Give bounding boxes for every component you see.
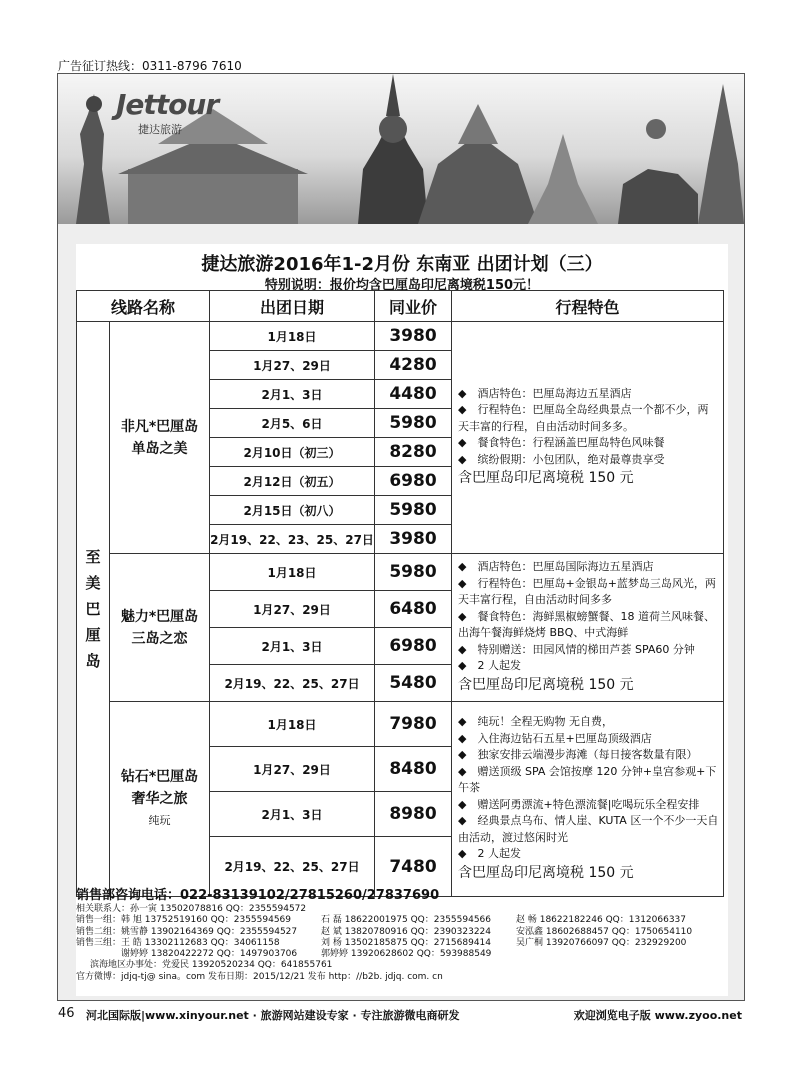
region-label: 至 美 巴 厘 岛 [85,548,101,670]
footer-site: 欢迎浏览电子版 www.zyoo.net [573,1009,742,1022]
feature-item: ◆ 2 人起发 [458,847,521,861]
tour-price: 8480 [375,747,452,792]
tour-date: 2月15日（初八） [210,496,375,525]
tour-date: 1月27、29日 [210,747,375,792]
feature-item: ◆ 赠送阿勇漂流+特色漂流餐|吃喝玩乐全程安排 [458,797,700,811]
tour-price: 4480 [375,380,452,409]
footer-publisher: 河北国际版|www.xinyour.net · 旅游网站建设专家 · 专注旅游微电商研发 [86,1009,460,1022]
tour-date: 2月19、22、25、27日 [210,665,375,702]
header-route: 线路名称 [77,291,210,322]
contact-row [76,927,728,938]
contact-entry: 郭婷婷 13920628602 QQ：593988549 [321,949,492,960]
schedule-panel [76,244,728,996]
ad-hotline: 广告征订热线：0311-8796 7610 [58,59,242,73]
sales-contact-block [76,888,728,983]
tour-price: 5480 [375,665,452,702]
tour-date: 2月1、3日 [210,792,375,837]
header-price: 同业价 [375,291,452,322]
tour-price: 4280 [375,351,452,380]
tour-price: 7480 [375,837,452,897]
tax-note: 含巴厘岛印尼离境税 150 元 [458,470,634,487]
route-name-line: 三岛之恋 [131,630,188,647]
route-note: 纯玩 [148,814,171,827]
contact-manager: 相关联系人：孙一寅 13502078816 QQ：2355594572 [76,904,307,914]
flyer [57,73,745,1001]
tax-note: 含巴厘岛印尼离境税 150 元 [458,676,634,693]
contact-entry: 销售二组：姚雪静 13902164369 QQ：2355594527 [76,926,298,937]
tour-date: 1月18日 [210,322,375,351]
tour-price: 3980 [375,525,452,554]
jettour-logo [116,88,246,144]
official-weibo: 官方微博：jdjq-tj@ sina。com 发布日期：2015/12/21 发布 http：//b2b. jdjq. com. cn [76,971,443,982]
contact-entry: 赵 畅 18622182246 QQ：1312066337 [516,915,686,926]
table-row [77,702,724,747]
header-date: 出团日期 [210,291,375,322]
contact-entry: 安泓鑫 18602688457 QQ：1750654110 [516,926,693,937]
tour-price: 6980 [375,628,452,665]
feature-item: ◆ 餐食特色：行程涵盖巴厘岛特色风味餐 [458,436,665,450]
tour-price: 5980 [375,496,452,525]
table-row [77,554,724,591]
tour-date: 1月18日 [210,554,375,591]
route-name-line: 非凡*巴厘岛 [120,418,199,435]
route-1-name [110,322,210,554]
feature-item: ◆ 2 人起发 [458,659,521,673]
tour-date: 1月18日 [210,702,375,747]
feature-item: ◆ 行程特色：巴厘岛全岛经典景点一个都不少，两天丰富的行程，自由活动时间多多。 [458,403,709,433]
route-name-line: 魅力*巴厘岛 [120,608,199,625]
temple-banner [58,74,744,224]
tour-price: 5980 [375,554,452,591]
tour-schedule-table [76,290,724,897]
tour-date: 2月5、6日 [210,409,375,438]
tour-price: 7980 [375,702,452,747]
feature-item: ◆ 餐食特色：海鲜黑椒螃蟹餐、18 道荷兰风味餐、出海午餐海鲜烧烤 BBQ、中式海鲜 [458,609,715,640]
route-name-line: 奢华之旅 [131,791,188,807]
contact-entry: 销售三组：王 皓 13302112683 QQ：34061158 [76,937,280,948]
tour-date: 2月19、22、23、25、27日 [210,525,375,554]
sales-hotline: 销售部咨询电话：022-83139102/27815260/27837690 [76,888,440,903]
feature-item: ◆ 行程特色：巴厘岛+金银岛+蓝梦岛三岛风光，两天丰富行程，自由活动时间多多 [458,576,716,607]
page-number: 46 [58,1006,75,1021]
tour-date: 1月27、29日 [210,591,375,628]
tax-note: 含巴厘岛印尼离境税 150 元 [458,864,634,881]
contact-entry: 赵 斌 13820780916 QQ：2390323224 [321,926,491,937]
tour-price: 8980 [375,792,452,837]
tour-date: 1月27、29日 [210,351,375,380]
feature-item: ◆ 独家安排云端漫步海滩（每日接客数量有限） [458,748,698,762]
route-name-line: 单岛之美 [131,440,188,457]
feature-item: ◆ 经典景点乌布、情人崖、KUTA 区一个不少一天自由活动，渡过悠闲时光 [458,814,719,844]
route-2-name [110,554,210,702]
feature-item: ◆ 特别赠送：田园风情的梯田芦荟 SPA60 分钟 [458,642,695,656]
contact-entry: 刘 杨 13502185875 QQ：2715689414 [321,937,491,948]
feature-item: ◆ 入住海边钻石五星+巴厘岛顶级酒店 [458,731,652,745]
route-3-features [452,702,724,897]
feature-item: ◆ 缤纷假期：小包团队，绝对最尊贵享受 [458,452,665,466]
route-name-line: 钻石*巴厘岛 [120,769,199,785]
tour-date: 2月19、22、25、27日 [210,837,375,897]
tour-date: 2月1、3日 [210,380,375,409]
tour-date: 2月12日（初五） [210,467,375,496]
tour-date: 2月1、3日 [210,628,375,665]
tour-price: 6480 [375,591,452,628]
region-cell [77,322,110,897]
route-1-features [452,322,724,554]
feature-item: ◆ 赠送顶级 SPA 会馆按摩 120 分钟+皇宫参观+下午茶 [458,764,717,795]
header-features: 行程特色 [452,291,724,322]
table-row [77,322,724,351]
contact-entry: 吴广桐 13920766097 QQ：232929200 [516,937,687,948]
contact-entry: 谢婷婷 13820422272 QQ：1497903706 [76,949,298,960]
page-title: 捷达旅游2016年1-2月份 东南亚 出团计划（三） [201,254,603,275]
contact-row [76,938,728,949]
tour-price: 5980 [375,409,452,438]
binhai-office: 滨海地区办事处：党爱民 13920520234 QQ：641855761 [90,960,333,971]
tour-price: 3980 [375,322,452,351]
logo-wordmark: Jettour [116,88,219,121]
feature-item: ◆ 酒店特色：巴厘岛国际海边五星酒店 [458,560,654,574]
table-header-row [77,291,724,322]
feature-item: ◆ 纯玩！全程无购物 无自费， [458,715,613,729]
contact-entry: 石 磊 18622001975 QQ：2355594566 [321,915,491,926]
logo-subtitle: 捷达旅游 [138,123,182,136]
route-2-features [452,554,724,702]
contact-entry: 销售一组：韩 旭 13752519160 QQ：2355594569 [76,915,291,926]
tour-date: 2月10日（初三） [210,438,375,467]
tour-price: 8280 [375,438,452,467]
feature-item: ◆ 酒店特色：巴厘岛海边五星酒店 [458,386,632,400]
route-3-name [110,702,210,897]
tour-price: 6980 [375,467,452,496]
special-note: 特别说明：报价均含巴厘岛印尼离境税150元！ [264,278,540,293]
contact-row [76,915,728,926]
contact-row [76,949,728,960]
